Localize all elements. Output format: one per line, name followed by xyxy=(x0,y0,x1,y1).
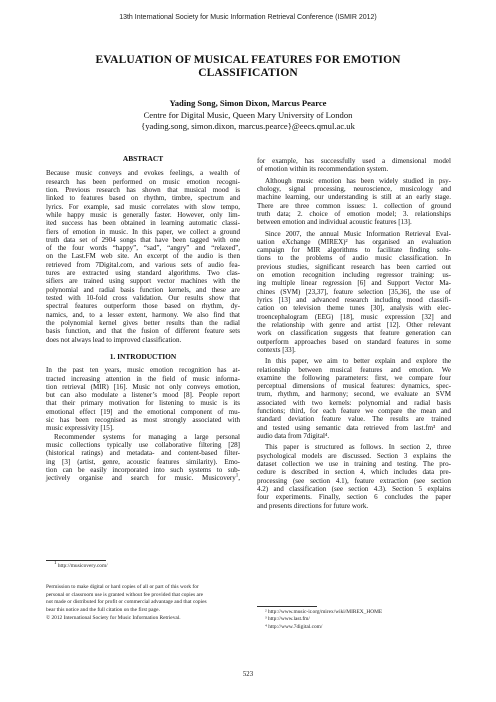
abstract-line: spectral features outperform those based on rhythm, dy- xyxy=(46,302,240,311)
footnote-rule-right xyxy=(257,606,317,607)
abstract-line: fiers of emotion in music. In this paper, we collect a ground xyxy=(46,227,240,236)
right-p2-line: outperform approaches based on standard features in some xyxy=(257,337,451,346)
left-column xyxy=(46,155,240,483)
abstract-line: the polynomial kernel gives better results than the radial xyxy=(46,318,240,327)
footnote-marker: 1 xyxy=(235,473,239,479)
right-p3-line: standard deviation feature value. The results are trained xyxy=(257,415,451,424)
right-p1-line: Although music emotion has been widely studied in psy- xyxy=(265,176,451,185)
intro-p1-line: sic has been recognised as most strongly associated with xyxy=(46,416,240,425)
right-p3-line: functions; third, for each feature we compare the mean and xyxy=(257,407,451,416)
right-p3-line: associated with two kernels: polynomial and radial basis xyxy=(257,398,451,407)
right-p2-line: campaign for MIR algorithms to facilitate finding solu- xyxy=(257,246,451,255)
right-p2-line: lyrics [13] and advanced research including mood classifi- xyxy=(257,296,451,304)
abstract-line: lyrics. For example, sad music correlates with slow tempo, xyxy=(46,202,240,211)
intro-p1-line: music expressivity [15]. xyxy=(46,424,114,433)
right-p2-line: chines (SVM) [23,37], feature selection [35,36], the use of xyxy=(257,287,451,296)
permission-line: not made or distributed for profit or commercial advantage and that copies xyxy=(46,599,207,606)
abstract-line: tested with 10-fold cross validation. Our results show that xyxy=(46,294,240,302)
intro-p1-line: that their primary motivation for listening to music is its xyxy=(46,399,240,408)
right-p3-line: perceptual dimensions of musical features: dynamics, spec- xyxy=(257,382,451,391)
abstract-line: linked to features based on rhythm, timbre, spectrum and xyxy=(46,194,240,203)
intro-p1-line: emotional effect [19] and the emotional component of mu- xyxy=(46,407,240,416)
intro-p1-line: In the past ten years, music emotion recognition has at- xyxy=(46,366,240,375)
abstract-line: on the Last.FM web site. An excerpt of the audio is then xyxy=(46,252,240,261)
intro-p2-line: ing [3] (artist, genre, acoustic features similarity). Emo- xyxy=(46,457,240,466)
intro-p1-line: but can also modulate a listener’s mood [8]. People report xyxy=(46,391,240,400)
intro-p1-line: tracted increasing attention in the field of music informa- xyxy=(46,374,240,383)
abstract-line: research has been performed on music emotion recogni- xyxy=(46,177,240,186)
affiliation: Centre for Digital Music, Queen Mary University of London xyxy=(143,110,353,120)
right-p4-line: processing (see section 4.1), feature extraction (see section xyxy=(257,476,451,485)
right-p4-line: psychological models are discussed. Section 3 explains the xyxy=(257,451,451,460)
right-p2-line: ing multiple linear regression [6] and Support Vector Ma- xyxy=(257,279,451,288)
intro-paragraph-1 xyxy=(46,366,240,433)
right-p2-line: uation eXchange (MIREX)² has organised an evaluation xyxy=(257,237,451,246)
abstract-line: tion. Previous research has shown that musical mood is xyxy=(46,185,240,194)
right-p4-line: 4.2) and classification (see section 4.3). Section 5 explains xyxy=(257,484,451,493)
abstract-line: polynomial and radial basis function kernels, and these are xyxy=(46,285,240,294)
right-p4-line: and presents directions for future work. xyxy=(257,501,369,510)
abstract-line: tures are extracted using standard algorithms. Two clas- xyxy=(46,269,240,278)
right-paragraph-1 xyxy=(257,177,451,227)
footnote-1: $^1$ http://musicovery.com/ xyxy=(54,561,108,569)
abstract-line: basis function, and that the fusion of different feature sets xyxy=(46,327,240,336)
right-paragraph-0 xyxy=(257,157,451,174)
right-p2-line: tions to the problems of audio music classification. In xyxy=(257,254,451,263)
right-p1-line: machine learning, our understanding is still at an early stage. xyxy=(257,193,451,202)
right-p3-line: trum, rhythm, and harmony; second, we evaluate an SVM xyxy=(257,390,451,399)
intro-p2-line: music collections typically use collaborative filtering [28] xyxy=(46,441,240,449)
right-p2-line: on emotion recognition including regressor training: us- xyxy=(257,271,451,280)
permission-line: personal or classroom use is granted without fee provided that copies are xyxy=(46,591,204,598)
permission-line: bear this notice and the full citation on the first page. xyxy=(46,606,160,613)
right-p3-line: examine the following parameters: first, we compare four xyxy=(257,373,451,382)
permission-notice xyxy=(46,584,240,614)
footnote-4: ⁴ http://www.7digital.com/ xyxy=(265,623,323,630)
intro-p2-line: jectively organise and search for music. Musicovery$^1$, xyxy=(46,473,240,483)
right-p1-line: between emotion and individual acoustic features [13]. xyxy=(257,218,412,227)
right-p3-line: and tested using semantic data retrieved from last.fm³ and xyxy=(257,423,451,432)
right-p0-line: for example, has successfully used a dimensional model xyxy=(257,157,451,165)
permission-line: Permission to make digital or hard copies of all or part of this work for xyxy=(46,584,199,591)
intro-paragraph-2 xyxy=(46,433,240,483)
conference-header: 13th International Society for Music Information Retrieval Conference (ISMIR 2012) xyxy=(119,14,377,21)
right-p2-line: Since 2007, the annual Music Information Retrieval Eval- xyxy=(265,229,451,238)
right-p1-line: There are three common issues: 1. collection of ground xyxy=(257,201,451,210)
right-p2-line: contexts [33]. xyxy=(257,345,296,354)
right-paragraph-2 xyxy=(257,230,451,355)
right-p4-line: dataset collection we use in training and testing. The pro- xyxy=(257,459,451,468)
right-p4-line: four experiments. Finally, section 6 concludes the paper xyxy=(257,493,451,502)
abstract-line: while happy music is generally faster. However, only lim- xyxy=(46,210,240,219)
intro-p2-line: (historical ratings) and metadata- and content-based filter- xyxy=(46,449,240,458)
introduction-heading: 1. INTRODUCTION xyxy=(109,351,177,361)
left-footnotes xyxy=(46,560,240,622)
abstract-line: does not always lead to improved classification. xyxy=(46,335,182,344)
abstract-line: sifiers are trained using support vector machines with the xyxy=(46,277,240,286)
copyright-notice: © 2012 International Society for Music Information Retrieval. xyxy=(46,615,181,622)
right-p0-line: of emotion within its recommendation system. xyxy=(257,165,389,174)
abstract-body xyxy=(46,169,240,344)
tail-punct: , xyxy=(238,474,240,483)
right-p2-line: troencephalogram (EEG) [18], music expression [32] and xyxy=(257,312,451,321)
right-p2-line: work on classification suggests that feature generation can xyxy=(257,329,451,338)
right-p2-line: cation on television theme tunes [30], analysis with elec- xyxy=(257,304,451,313)
paper-title xyxy=(60,54,436,80)
abstract-line: Because music conveys and evokes feelings, a wealth of xyxy=(46,169,240,178)
author-emails: {yading.song, simon.dixon, marcus.pearce}@eecs.qmul.ac.uk xyxy=(141,121,355,131)
right-paragraph-4 xyxy=(257,443,451,510)
right-p3-line: In this paper, we aim to better explain and explore the xyxy=(265,357,451,366)
footnote-3: ³ http://www.last.fm/ xyxy=(265,616,310,623)
right-p1-line: chology, signal processing, neuroscience, musicology and xyxy=(257,184,451,193)
abstract-line: of the four words “happy”, “sad”, “angry” and “relaxed”, xyxy=(46,244,240,253)
title-line-2: CLASSIFICATION xyxy=(198,67,298,79)
right-column xyxy=(257,157,451,510)
page-number: 523 xyxy=(242,671,254,678)
footnote-list xyxy=(257,609,451,631)
right-p2-line: previous studies, significant research has been carried out xyxy=(257,262,451,271)
intro-p2-line: tion can be easily incorporated into such systems to sub- xyxy=(46,465,240,474)
right-paragraph-3 xyxy=(257,357,451,440)
abstract-heading: ABSTRACT xyxy=(122,154,164,163)
footnote-2: ² http://www.music-ir.org/mirex/wiki/MIREX_HOME xyxy=(265,609,383,615)
author-list: Yading Song, Simon Dixon, Marcus Pearce xyxy=(169,98,327,108)
right-p4-line: cedure is described in section 4, which includes data pre- xyxy=(257,468,451,477)
right-p3-line: relationship between musical features and emotion. We xyxy=(257,365,451,374)
right-p3-line: audio data from 7digital⁴. xyxy=(257,432,330,440)
abstract-line: retrieved from 7Digital.com, and various sets of audio fea- xyxy=(46,260,240,269)
right-footnotes xyxy=(257,606,451,631)
right-p4-line: This paper is structured as follows. In section 2, three xyxy=(265,443,451,452)
abstract-line: namics, and, to a lesser extent, harmony. We also find that xyxy=(46,310,240,319)
right-p2-line: the relationship with genre and artist [12]. Other relevant xyxy=(257,320,451,329)
intro-p2-line: Recommender systems for managing a large personal xyxy=(54,432,240,441)
abstract-line: ited success has been obtained in learning automatic classi- xyxy=(46,219,240,228)
title-line-1: EVALUATION OF MUSICAL FEATURES FOR EMOTION xyxy=(95,54,401,66)
intro-p1-line: tion retrieval (MIR) [16]. Music not only conveys emotion, xyxy=(46,382,240,391)
abstract-line: truth data set of 2904 songs that have been tagged with one xyxy=(46,235,240,244)
right-p1-line: truth data; 2. choice of emotion model; 3. relationships xyxy=(257,209,451,218)
